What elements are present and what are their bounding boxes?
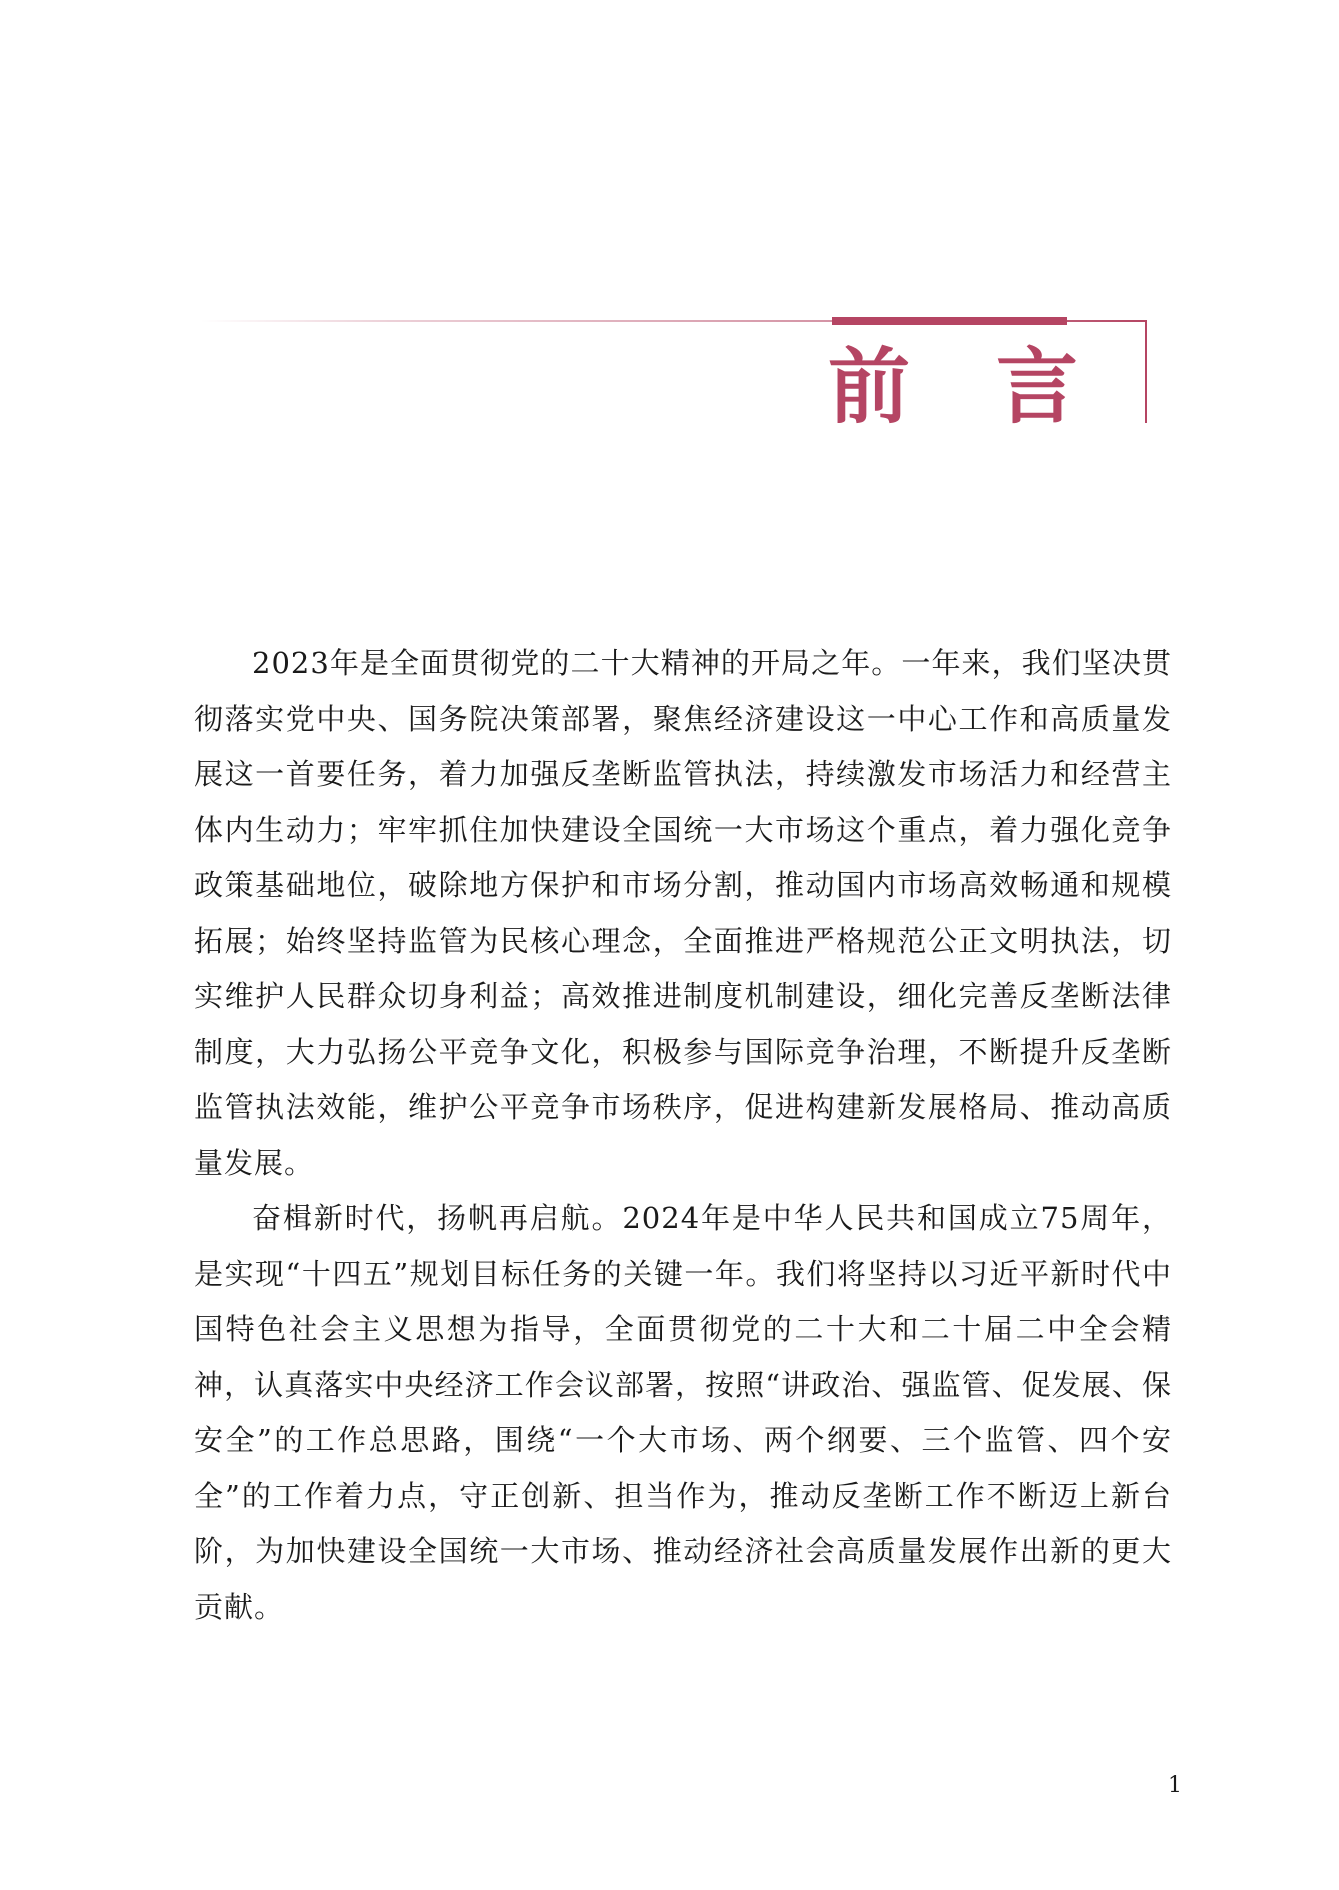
preface-body [194, 636, 1172, 1635]
preface-paragraph-2: 奋楫新时代，扬帆再启航。2024年是中华人民共和国成立75周年，是实现“十四五”规划目标任务的关键一年。我们将坚持以习近平新时代中国特色社会主义思想为指导，全面贯彻党的二十大和二十届二中全会精神，认真落实中央经济工作会议部署，按照“讲政治、强监管、促发展、保安全”的工作总思路，围绕“一个大市场、两个纲要、三个监管、四个安全”的工作着力点，守正创新、担当作为，推动反垄断工作不断迈上新台阶，为加快建设全国统一大市场、推动经济社会高质量发展作出新的更大贡献。 [194, 1201, 1172, 1624]
header-rule-thick [832, 317, 1067, 325]
page-title-char-1: 前 [828, 340, 911, 435]
page-number: 1 [1168, 1773, 1182, 1798]
preface-paragraph-1: 2023年是全面贯彻党的二十大精神的开局之年。一年来，我们坚决贯彻落实党中央、国务院决策部署，聚焦经济建设这一中心工作和高质量发展这一首要任务，着力加强反垄断监管执法，持续激发市场活力和经营主体内生动力；牢牢抓住加快建设全国统一大市场这个重点，着力强化竞争政策基础地位，破除地方保护和市场分割，推动国内市场高效畅通和规模拓展；始终坚持监管为民核心理念，全面推进严格规范公正文明执法，切实维护人民群众切身利益；高效推进制度机制建设，细化完善反垄断法律制度，大力弘扬公平竞争文化，积极参与国际竞争治理，不断提升反垄断监管执法效能，维护公平竞争市场秩序，促进构建新发展格局、推动高质量发展。 [194, 646, 1172, 1180]
page-title-char-2: 言 [995, 340, 1078, 435]
header-rule-vertical [1145, 320, 1147, 423]
page-title [828, 338, 1078, 438]
